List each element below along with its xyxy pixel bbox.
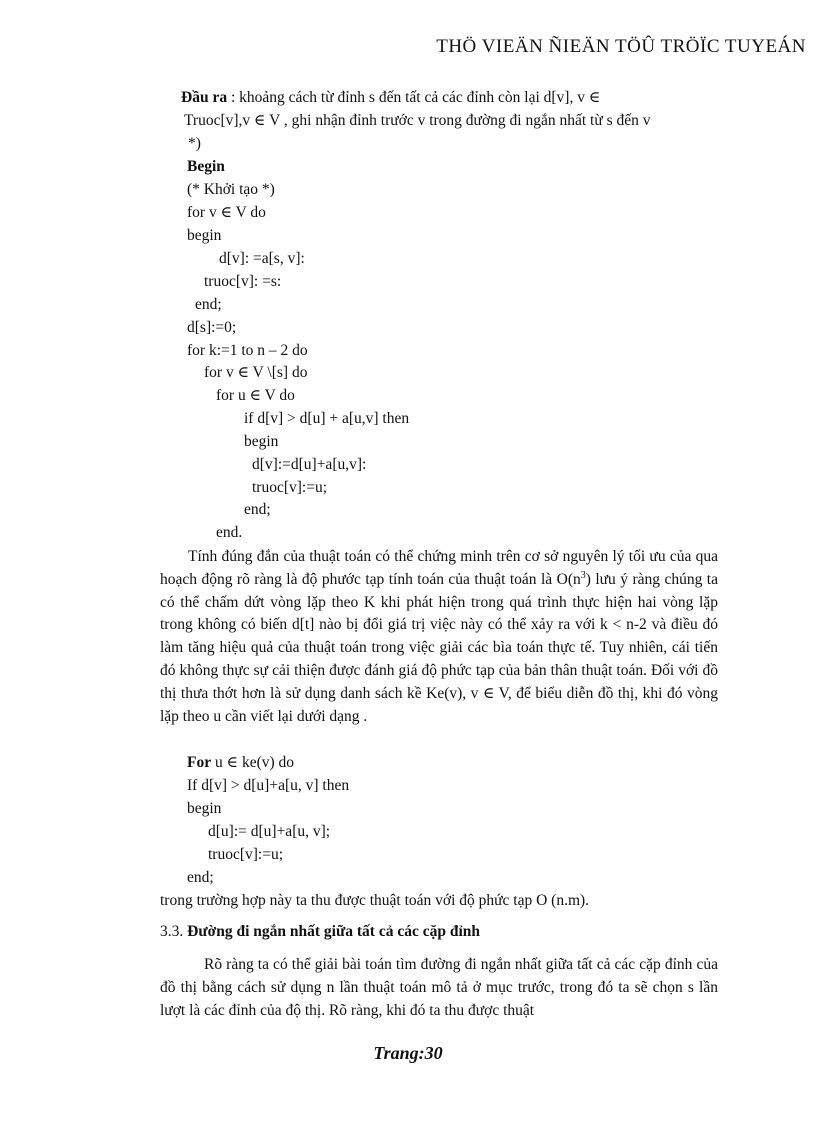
section-heading (160, 923, 480, 941)
code2-line-for (187, 753, 294, 773)
code-line: (* Khởi tạo *) (187, 181, 275, 198)
exponent: 3 (580, 569, 586, 581)
section-title: Đường đi ngắn nhất giữa tất cả các cặp đỉnh (187, 923, 481, 940)
paragraph-2 (160, 954, 718, 1022)
code-line: end; (195, 296, 222, 313)
paragraph-1-text-b: ) lưu ý ràng chúng ta có thể chấm dứt vòng lặp theo K khi phát hiện trong quá trình thực hiện hai vòng lặp trong không có biến d[t] nào bị đổi giá trị việc này có thể xảy ra với k < n-2 và điều đó làm tăng hiệu quả của thuật toán trong việc giải các bìa toán thực tế. Tuy nhiên, cái tiến đó không thực sự cải thiện được đánh giá độ phức tạp của bản thân thuật toán. Đối với đồ thị thưa thớt hơn là sử dụng danh sách kề Ke(v), v ∈ V, để biểu diễn đồ thị, khi đó vòng lặp theo u cần viết lại dưới dạng . (160, 570, 718, 725)
code-line: for k:=1 to n – 2 do (187, 342, 308, 359)
page-header: THÖ VIEÄN ÑIEÄN TÖÛ TRÖÏC TUYEÁN (436, 36, 806, 57)
for-keyword: For (187, 754, 212, 771)
output-desc: : khoảng cách từ đỉnh s đến tất cả các đỉnh còn lại d[v], v ∈ (227, 89, 601, 106)
code2-line: d[u]:= d[u]+a[u, v]; (208, 823, 331, 840)
section-number: 3.3. (160, 923, 188, 940)
after-code-text: trong trường hợp này ta thu được thuật toán với độ phức tạp O (n.m). (160, 892, 590, 909)
code2-line: end; (187, 869, 214, 886)
code-line: d[s]:=0; (187, 319, 237, 336)
code-line: begin (187, 227, 222, 244)
paragraph-1 (160, 546, 718, 728)
code-line: Begin (187, 158, 225, 175)
paragraph-1-text-a: Tính đúng đắn của thuật toán có thể chứng minh trên cơ sở nguyên lý tối ưu của qua hoạch động rõ ràng là độ phước tạp tính toán của thuật toán là O(n (160, 548, 718, 588)
code-line: truoc[v]:=u; (252, 479, 328, 496)
code-line: truoc[v]: =s: (204, 273, 282, 290)
code-line: d[v]: =a[s, v]: (219, 250, 305, 267)
code-line: d[v]:=d[u]+a[u,v]: (252, 456, 367, 473)
code-line: end. (216, 524, 243, 541)
code-line: if d[v] > d[u] + a[u,v] then (244, 410, 410, 427)
code-line: for v ∈ V do (187, 204, 266, 221)
page-footer: Trang:30 (373, 1043, 443, 1063)
code2-line: truoc[v]:=u; (208, 846, 284, 863)
output-line-2: Truoc[v],v ∈ V , ghi nhận đỉnh trước v trong đường đi ngắn nhất từ s đến v (184, 112, 651, 129)
paragraph-2-text: Rõ ràng ta có thể giải bài toán tìm đường đi ngắn nhất giữa tất cả các cặp đỉnh của đồ thị bằng cách sử dụng n lần thuật toán mô tả ở mục trước, trong đó ta sẽ chọn s lần lượt là các đỉnh của độ thị. Rõ ràng, khi đó ta thu được thuật (160, 956, 718, 1019)
output-label: Đầu ra (181, 89, 228, 106)
code-line: end; (244, 501, 271, 518)
code2-line: begin (187, 800, 222, 817)
code-line: for u ∈ V do (216, 387, 295, 404)
output-line-1 (181, 88, 600, 108)
code2-line: If d[v] > d[u]+a[u, v] then (187, 777, 350, 794)
for-rest: u ∈ ke(v) do (211, 754, 295, 771)
code-line: begin (244, 433, 279, 450)
code-line: for v ∈ V \[s] do (204, 364, 308, 381)
output-line-3: *) (188, 135, 201, 152)
